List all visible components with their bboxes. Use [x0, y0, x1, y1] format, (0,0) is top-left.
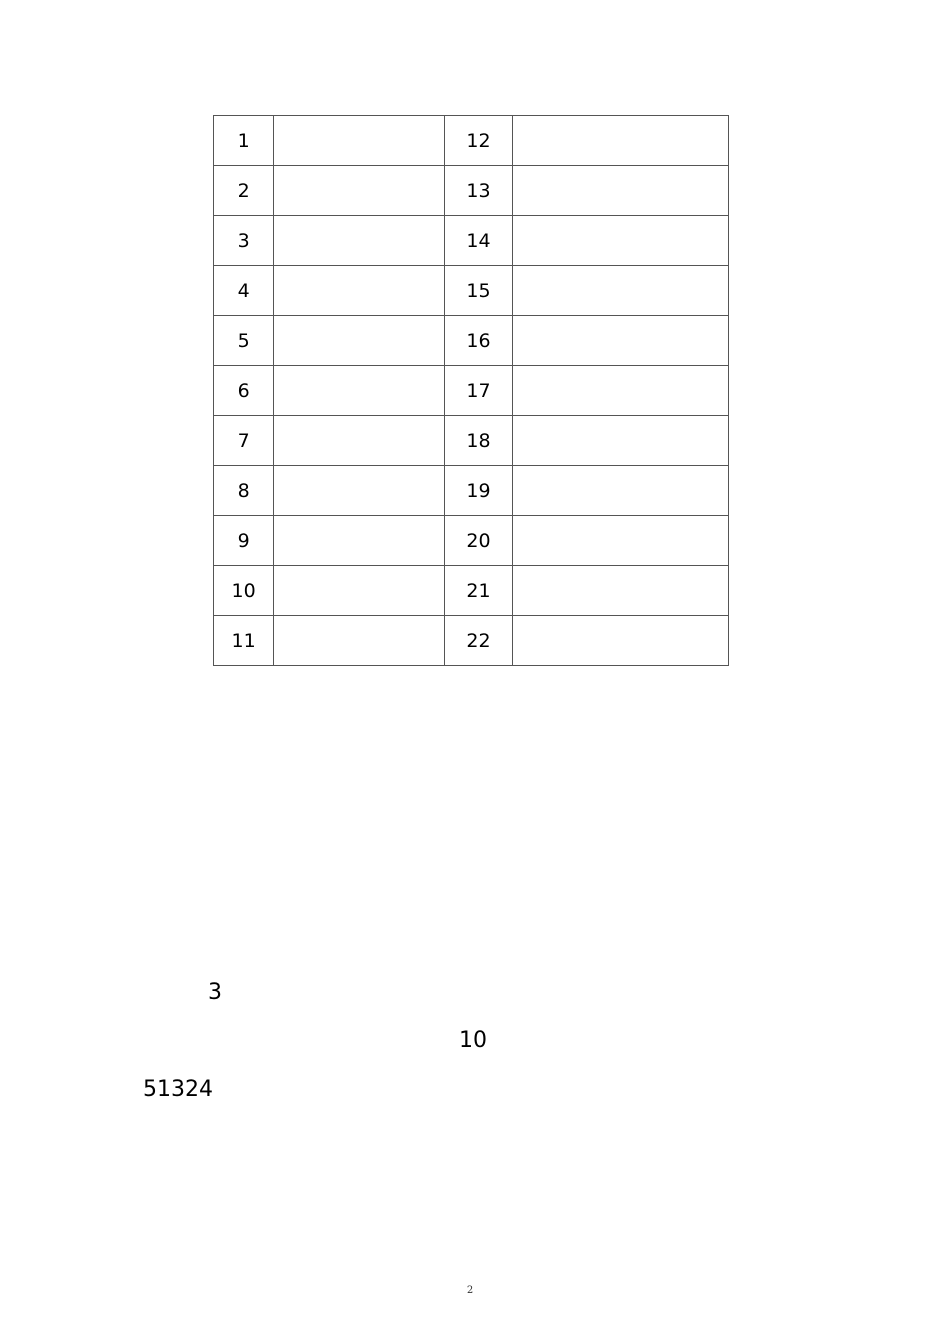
- table-row: [214, 316, 729, 366]
- question-number-cell: 13: [444, 166, 512, 216]
- answer-cell[interactable]: [513, 516, 729, 566]
- answer-cell[interactable]: [274, 116, 445, 166]
- question-number-cell: 9: [214, 516, 274, 566]
- question-number-cell: 11: [214, 616, 274, 666]
- question-number-cell: 17: [444, 366, 512, 416]
- question-number-cell: 15: [444, 266, 512, 316]
- table-row: [214, 466, 729, 516]
- answer-cell[interactable]: [513, 166, 729, 216]
- answer-cell[interactable]: [513, 266, 729, 316]
- answer-cell[interactable]: [274, 516, 445, 566]
- answer-cell[interactable]: [513, 566, 729, 616]
- table-row: [214, 116, 729, 166]
- question-number-cell: 18: [444, 416, 512, 466]
- question-number-cell: 2: [214, 166, 274, 216]
- question-number-cell: 20: [444, 516, 512, 566]
- question-number-cell: 16: [444, 316, 512, 366]
- answer-cell[interactable]: [274, 466, 445, 516]
- body-text-line-3: 51324: [143, 1077, 213, 1102]
- answer-grid-body: [214, 116, 729, 666]
- answer-cell[interactable]: [513, 466, 729, 516]
- question-number-cell: 19: [444, 466, 512, 516]
- answer-grid-table: [213, 115, 729, 666]
- table-row: [214, 266, 729, 316]
- question-number-cell: 7: [214, 416, 274, 466]
- question-number-cell: 10: [214, 566, 274, 616]
- answer-cell[interactable]: [513, 216, 729, 266]
- question-number-cell: 5: [214, 316, 274, 366]
- answer-cell[interactable]: [513, 116, 729, 166]
- table-row: [214, 166, 729, 216]
- question-number-cell: 22: [444, 616, 512, 666]
- question-number-cell: 12: [444, 116, 512, 166]
- answer-cell[interactable]: [513, 416, 729, 466]
- table-row: [214, 566, 729, 616]
- table-row: [214, 516, 729, 566]
- question-number-cell: 14: [444, 216, 512, 266]
- answer-cell[interactable]: [274, 366, 445, 416]
- page-number: 2: [466, 1285, 474, 1296]
- table-row: [214, 366, 729, 416]
- answer-cell[interactable]: [513, 366, 729, 416]
- answer-cell[interactable]: [274, 166, 445, 216]
- answer-cell[interactable]: [513, 316, 729, 366]
- answer-cell[interactable]: [274, 266, 445, 316]
- table-row: [214, 616, 729, 666]
- body-text-line-2: 10: [459, 1028, 487, 1053]
- answer-cell[interactable]: [274, 216, 445, 266]
- body-text-line-1: 3: [208, 980, 222, 1005]
- answer-cell[interactable]: [513, 616, 729, 666]
- table-row: [214, 216, 729, 266]
- answer-cell[interactable]: [274, 416, 445, 466]
- question-number-cell: 21: [444, 566, 512, 616]
- question-number-cell: 3: [214, 216, 274, 266]
- table-row: [214, 416, 729, 466]
- answer-cell[interactable]: [274, 616, 445, 666]
- answer-cell[interactable]: [274, 566, 445, 616]
- answer-cell[interactable]: [274, 316, 445, 366]
- question-number-cell: 8: [214, 466, 274, 516]
- question-number-cell: 6: [214, 366, 274, 416]
- question-number-cell: 4: [214, 266, 274, 316]
- question-number-cell: 1: [214, 116, 274, 166]
